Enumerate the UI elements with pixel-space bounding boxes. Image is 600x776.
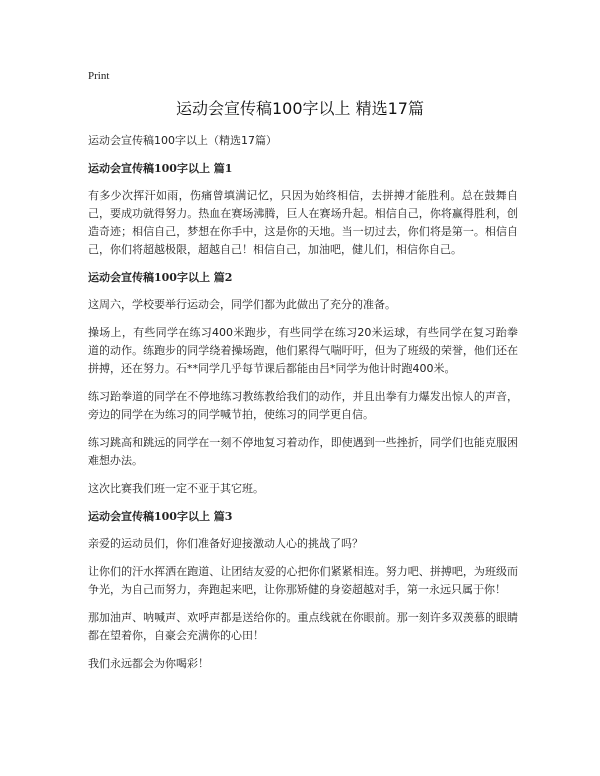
paragraph: 我们永远都会为你喝彩！ [88, 657, 209, 670]
paragraph: 这周六，学校要举行运动会，同学们都为此做出了充分的准备。 [88, 298, 396, 311]
paragraph: 练习跳高和跳远的同学在一刻不停地复习着动作，即使遇到一些挫折，同学们也能克服困难想办法。 [88, 436, 518, 467]
section-heading: 运动会宣传稿100字以上 篇2 [88, 271, 233, 284]
document-body [88, 132, 518, 683]
paragraph: 亲爱的运动员们，你们准备好迎接激动人心的挑战了吗？ [88, 537, 363, 550]
paragraph: 有多少次挥汗如雨，伤痛曾填满记忆，只因为始终相信，去拼搏才能胜利。总在鼓舞自己，要成功就得努力。热血在赛场沸腾，巨人在赛场升起。相信自己，你将赢得胜利，创造奇迹；相信自己，梦想在你手中，这是你的天地。当一切过去，你们将是第一。相信自己，你们将超越极限，超越自己！相信自己，加油吧，健儿们，相信你自己。 [88, 189, 518, 256]
paragraph: 让你们的汗水挥洒在跑道、让团结友爱的心把你们紧紧相连。努力吧、拼搏吧，为班级而争光，为自己而努力，奔跑起来吧，让你那矫健的身姿超越对手，第一永远只属于你！ [88, 565, 518, 596]
print-label[interactable]: Print [88, 70, 110, 82]
paragraph: 练习跆拳道的同学在不停地练习教练教给我们的动作，并且出拳有力爆发出惊人的声音，旁边的同学在为练习的同学喊节拍，使练习的同学更自信。 [88, 390, 518, 421]
section-2 [88, 269, 518, 498]
section-1 [88, 160, 518, 259]
section-3 [88, 508, 518, 673]
section-heading: 运动会宣传稿100字以上 篇3 [88, 510, 233, 523]
paragraph: 这次比赛我们班一定不亚于其它班。 [88, 482, 264, 495]
paragraph: 那加油声、呐喊声、欢呼声都是送给你的。重点线就在你眼前。那一刻许多双羡慕的眼睛都在望着你，自豪会充满你的心田！ [88, 611, 518, 642]
page-title: 运动会宣传稿100字以上 精选17篇 [176, 99, 424, 118]
paragraph: 操场上，有些同学在练习400米跑步，有些同学在练习20米运球，有些同学在复习跆拳道的动作。练跑步的同学绕着操场跑，他们累得气喘吁吁，但为了班级的荣誉，他们还在拼搏，还在努力。石**同学几乎每节课后都能由吕*同学为他计时跑400米。 [88, 326, 518, 375]
document-subtitle: 运动会宣传稿100字以上（精选17篇） [88, 134, 277, 147]
section-heading: 运动会宣传稿100字以上 篇1 [88, 162, 233, 175]
